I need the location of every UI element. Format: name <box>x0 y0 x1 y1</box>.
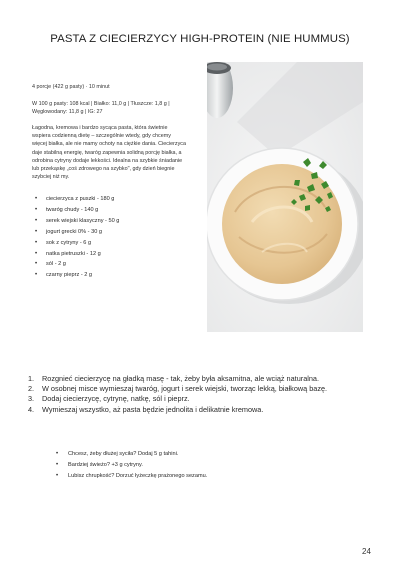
step-text: Dodaj ciecierzycę, cytrynę, natkę, sól i pieprz. <box>42 394 190 404</box>
step-text: W osobnej misce wymieszaj twaróg, jogurt i serek wiejski, tworząc lekką, białkową bazę. <box>42 384 328 394</box>
nutrition-info: W 100 g pasty: 108 kcal | Białko: 11,0 g | Tłuszcze: 1,8 g | Węglowodany: 11,8 g | IG: 27 <box>32 101 170 116</box>
step-text: Rozgnieć ciecierzycę na gładką masę - tak, żeby była aksamitna, ale wciąż naturalna. <box>42 374 320 383</box>
hummus-bowl-photo <box>207 62 363 332</box>
intro-paragraph: Łagodna, kremowa i bardzo sycąca pasta, która świetnie wspiera codzienną dietę – szczególnie wtedy, gdy chcemy więcej białka, ale nie mamy ochoty na ciężkie dania. Ciecierzyca daje stabilną energię, twaróg zapewnia solidną porcję białka, a odrobina cytryny dodaje lekkości. Idealna na szybkie śniadanie lub przekąskę „coś zdrowego na szybko", gdy dzień biegnie szybciej niż my. <box>32 125 187 181</box>
tip-item: • Chcesz, żeby dłużej syciła? Dodaj 5 g tahini. <box>56 449 207 460</box>
page-title: PASTA Z CIECIERZYCY HIGH-PROTEIN (NIE HUMMUS) <box>50 33 350 45</box>
ingredient-item: • sól - 2 g <box>35 259 119 270</box>
step-text: Wymieszaj wszystko, aż pasta będzie jednolita i delikatnie kremowa. <box>42 404 264 414</box>
step-item <box>28 384 368 394</box>
step-number: 2. <box>28 384 35 394</box>
ingredient-item: • jogurt grecki 0% - 30 g <box>35 227 119 238</box>
tip-item: • Bardziej świeżo? +3 g cytryny. <box>56 460 207 471</box>
portions-time: 4 porcje (422 g pasty) · 10 minut <box>32 84 110 90</box>
ingredients-list <box>35 194 119 281</box>
ingredient-item: • twaróg chudy - 140 g <box>35 205 119 216</box>
ingredient-item: • sok z cytryny - 6 g <box>35 238 119 249</box>
ingredient-item: • natka pietruszki - 12 g <box>35 249 119 260</box>
tips-list <box>56 449 207 482</box>
step-item <box>28 374 368 384</box>
ingredient-item: • serek wiejski klasyczny - 50 g <box>35 216 119 227</box>
ingredient-item: • ciecierzyca z puszki - 180 g <box>35 194 119 205</box>
step-number: 1. <box>28 374 35 383</box>
ingredient-item: • czarny pieprz - 2 g <box>35 270 119 281</box>
step-number: 3. <box>28 394 35 404</box>
step-number: 4. <box>28 404 35 414</box>
step-item <box>28 405 368 415</box>
step-item <box>28 394 368 404</box>
page-number: 24 <box>362 547 371 556</box>
tip-item: • Lubisz chrupkość? Dorzuć łyżeczkę prażonego sezamu. <box>56 471 207 482</box>
steps-list <box>28 374 368 415</box>
